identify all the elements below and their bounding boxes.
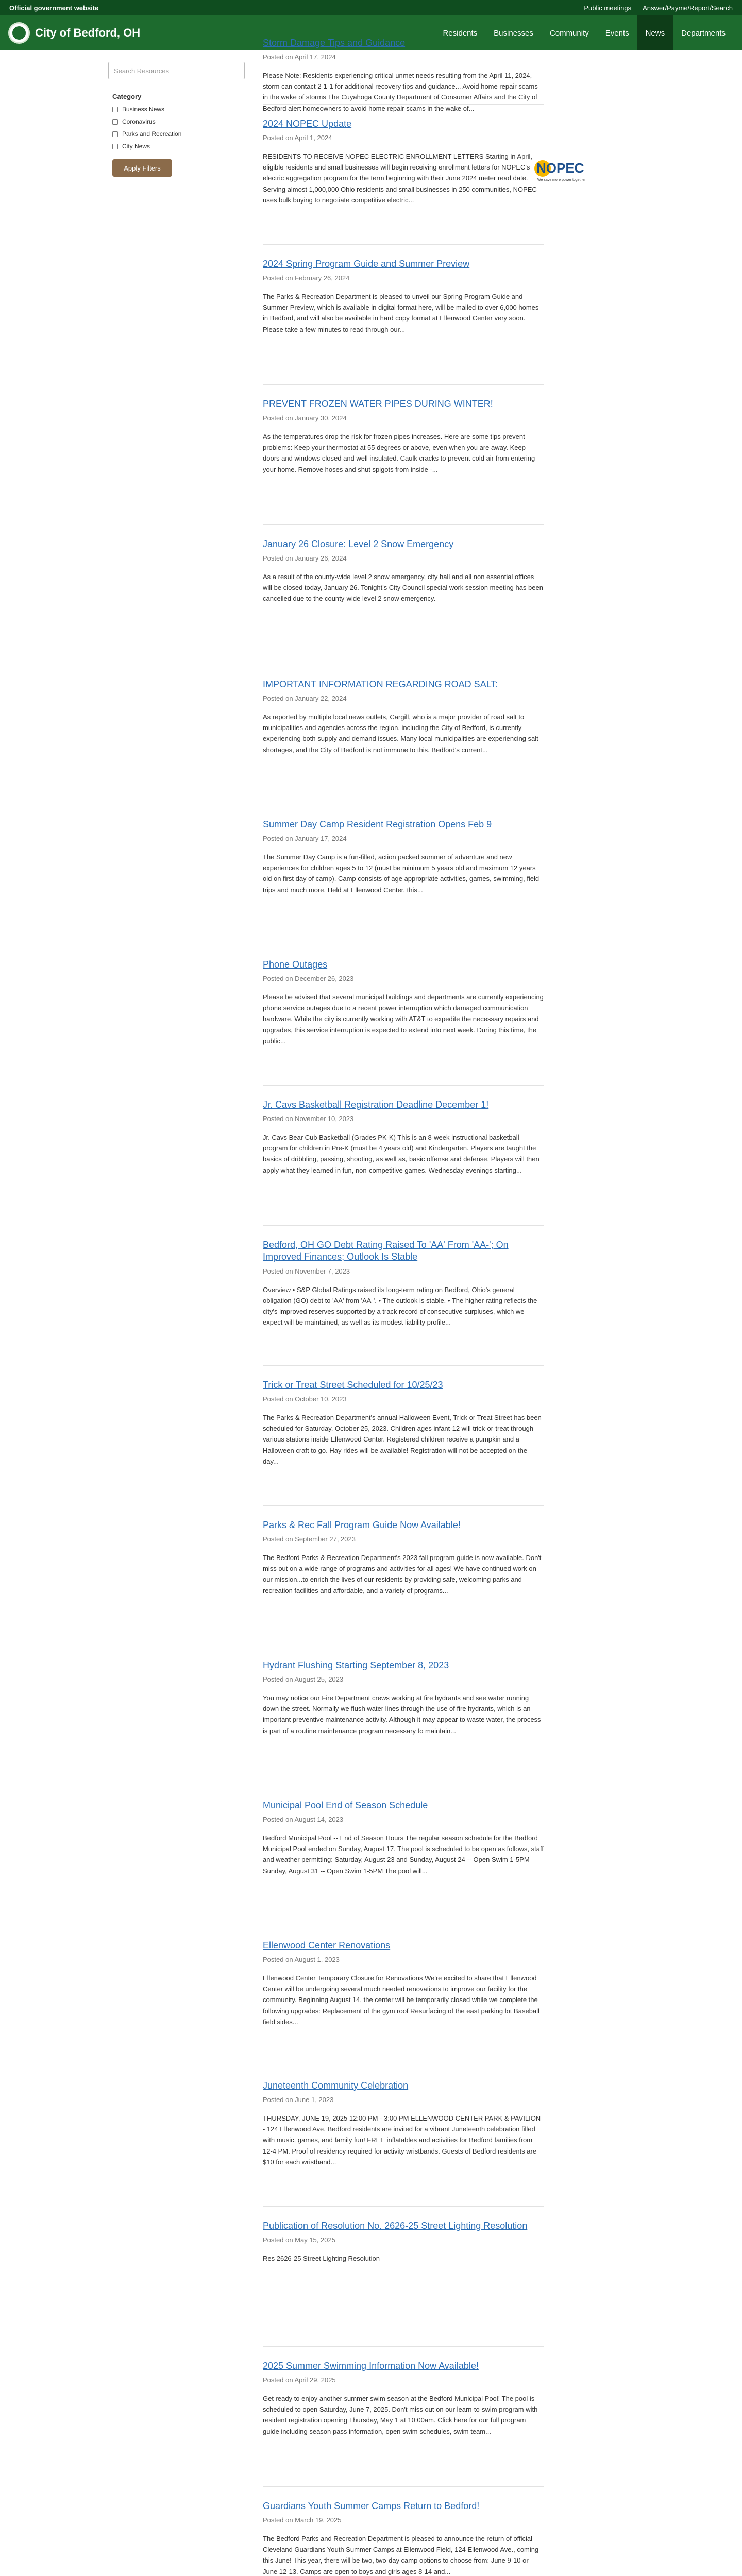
utility-links <box>584 4 733 12</box>
checkbox[interactable] <box>112 144 118 149</box>
news-item <box>263 1226 544 1366</box>
news-date: Posted on April 17, 2024 <box>263 53 336 61</box>
news-title-link[interactable]: Publication of Resolution No. 2626-25 Street Lighting Resolution <box>263 2221 528 2231</box>
news-item <box>263 525 544 665</box>
news-title-link[interactable]: 2024 Spring Program Guide and Summer Preview <box>263 259 470 269</box>
news-excerpt: Please Note: Residents experiencing critical unmet needs resulting from the April 11, 2024, storm can contact 2-1-1 for additional recovery tips and guidance... Avoid home repair scams in the wake of storms The Cuyahoga County Department of Consumer Affairs and the City of Bedford alert homeowners to avoid home repair scams in the wake of... <box>263 72 538 112</box>
news-date: Posted on December 26, 2023 <box>263 975 354 983</box>
checkbox[interactable] <box>112 119 118 125</box>
news-title-link[interactable]: IMPORTANT INFORMATION REGARDING ROAD SALT: <box>263 679 498 689</box>
news-date: Posted on November 7, 2023 <box>263 1267 350 1275</box>
news-date: Posted on August 1, 2023 <box>263 1956 340 1964</box>
news-item <box>263 37 544 112</box>
news-date: Posted on May 15, 2025 <box>263 2236 335 2244</box>
nopec-logo <box>531 151 591 194</box>
news-item <box>263 2487 544 2576</box>
news-excerpt: Bedford Municipal Pool -- End of Season Hours The regular season schedule for the Bedford Municipal Pool ended on Sunday, August 17. The pool is scheduled to be open as follows, staff and weather permitting: Saturday, August 23 and Sunday, August 24 -- Open Swim 1-5PM Sunday, August 31 -- Open Swim 1-5PM The pool will... <box>263 1834 544 1875</box>
news-date: Posted on February 26, 2024 <box>263 274 350 282</box>
news-title-link[interactable]: Hydrant Flushing Starting September 8, 2023 <box>263 1660 449 1670</box>
news-excerpt: Res 2626-25 Street Lighting Resolution <box>263 2255 380 2263</box>
news-title-link[interactable]: PREVENT FROZEN WATER PIPES DURING WINTER! <box>263 399 493 409</box>
category-title: Category <box>112 93 142 100</box>
news-title-link[interactable]: Bedford, OH GO Debt Rating Raised To 'AA' From 'AA-'; On Improved Finances; Outlook Is Stable <box>263 1240 509 1262</box>
news-excerpt: THURSDAY, JUNE 19, 2025 12:00 PM - 3:00 PM ELLENWOOD CENTER PARK & PAVILION - 124 Ellenwood Ave. Bedford residents are invited for a vibrant Juneteenth celebration filled with music, games, and family fun! FREE inflatables and activities for Bedford families from 12-4 PM. Proof of residency required for activity wristbands. Guests of Bedford residents are $10 for each wristband... <box>263 2114 541 2166</box>
official-government-link[interactable]: Official government website <box>9 4 99 12</box>
nav-businesses[interactable]: Businesses <box>494 28 533 38</box>
news-excerpt: Jr. Cavs Bear Cub Basketball (Grades PK-K) This is an 8-week instructional basketball program for children in Pre-K (must be 4 years old) and Kindergarten. Players are taught the basics of dribbling, passing, shooting, as well as, basic offense and defense. Players will then apply what they learned in fun, non-competitive games. Wednesday evenings starting... <box>263 1133 539 1174</box>
news-item <box>263 2066 544 2207</box>
news-item <box>263 245 544 385</box>
nav-community[interactable]: Community <box>549 28 589 38</box>
news-title-link[interactable]: Juneteenth Community Celebration <box>263 2080 409 2091</box>
category-business-news[interactable]: Business News <box>112 106 245 113</box>
news-excerpt: Get ready to enjoy another summer swim season at the Bedford Municipal Pool! The pool is scheduled to open Saturday, June 7, 2025. Don't miss out on our learn-to-swim program with resident registration opening Thursday, May 1 at 10:00am. Click here for our full program guide including season pass information, open swim schedules, swim team... <box>263 2395 538 2435</box>
news-excerpt: The Bedford Parks & Recreation Department's 2023 fall program guide is now available. Don't miss out on a wide range of programs and activities for all ages! We have continued work on our mission...to enrich the lives of our residents by providing safe, welcoming parks and recreation facilities and affordable, and a variety of programs... <box>263 1554 542 1595</box>
news-date: Posted on October 10, 2023 <box>263 1395 347 1403</box>
news-title-link[interactable]: Phone Outages <box>263 959 328 970</box>
category-parks-and-recreation[interactable]: Parks and Recreation <box>112 130 245 138</box>
apply-filters-button[interactable]: Apply Filters <box>112 159 172 177</box>
news-item <box>263 1786 544 1926</box>
content-area <box>0 38 742 2576</box>
news-item <box>263 945 544 1086</box>
news-date: Posted on January 26, 2024 <box>263 554 347 563</box>
svg-text:NOPEC: NOPEC <box>536 160 584 176</box>
news-excerpt: You may notice our Fire Department crews working at fire hydrants and see water running down the street. Normally we flush water lines through the use of fire hydrants, which is an important preventive maintenance activity. Although it may appear to waste water, the process is part of a routine maintenance program necessary to maintain... <box>263 1694 541 1735</box>
news-item <box>263 1506 544 1646</box>
nav-news[interactable]: News <box>637 15 673 50</box>
news-date: Posted on January 30, 2024 <box>263 414 347 422</box>
city-seal-logo <box>8 22 30 44</box>
news-title-link[interactable]: Jr. Cavs Basketball Registration Deadline December 1! <box>263 1099 489 1110</box>
news-item <box>263 665 544 805</box>
news-item <box>263 805 544 945</box>
news-date: Posted on June 1, 2023 <box>263 2096 334 2104</box>
news-item <box>263 1366 544 1506</box>
news-excerpt: As the temperatures drop the risk for frozen pipes increases. Here are some tips prevent problems: Keep your thermostat at 55 degrees or above, even when you are away. Keep doors and windows closed and well insulated. Caulk cracks to prevent cold air from entering your home. Remove hoses and shut spigots from inside -... <box>263 433 535 473</box>
nav-residents[interactable]: Residents <box>443 28 478 38</box>
nav-events[interactable]: Events <box>605 28 629 38</box>
news-item <box>263 105 586 245</box>
nav-departments[interactable]: Departments <box>681 28 726 38</box>
news-date: Posted on August 25, 2023 <box>263 1675 344 1684</box>
news-excerpt: As reported by multiple local news outlets, Cargill, who is a major provider of road salt to municipalities and agencies across the region, including the City of Bedford, is currently experiencing both supply and demand issues. Many local municipalities are experiencing salt shortages, and the City of Bedford is not immune to this. Bedford's current... <box>263 713 538 754</box>
news-excerpt: The Parks & Recreation Department is pleased to unveil our Spring Program Guide and Summer Preview, which is available in digital format here, will be mailed to over 6,000 homes in Bedford, and will also be available in hard copy format at Ellenwood Center very soon. Please take a few minutes to read through our... <box>263 293 539 333</box>
news-item <box>263 1926 544 2066</box>
filter-sidebar <box>108 50 245 2576</box>
utility-bar <box>0 0 742 15</box>
news-date: Posted on April 1, 2024 <box>263 134 332 142</box>
category-city-news[interactable]: City News <box>112 143 245 150</box>
news-date: Posted on March 19, 2025 <box>263 2516 342 2524</box>
news-date: Posted on September 27, 2023 <box>263 1535 356 1544</box>
brand[interactable] <box>8 22 140 44</box>
checkbox[interactable] <box>112 107 118 112</box>
news-excerpt: Ellenwood Center Temporary Closure for Renovations We're excited to share that Ellenwood Center will be undergoing several much needed renovations to improve our facility for the community. Beginning August 14, the center will be temporarily closed while we complete the following upgrades: Replacement of the gym roof Resurfacing of the east parking lot Baseball field sides... <box>263 1974 539 2026</box>
news-excerpt: RESIDENTS TO RECEIVE NOPEC ELECTRIC ENROLLMENT LETTERS Starting in April, eligible residents and small businesses will begin receiving enrollment letters for NOPEC's electric aggregation program for the term beginning with their June 2024 meter read date. Serving almost 1,000,000 Ohio residents and small businesses in 250 communities, NOPEC uses bulk buying to negotiate competitive electric... <box>263 152 537 204</box>
news-excerpt: The Bedford Parks and Recreation Department is pleased to announce the return of official Cleveland Guardians Youth Summer Camps at Ellenwood Field, 124 Ellenwood Ave., coming this June! This year, there will be two, two-day camp options to choose from: June 9-10 or June 12-13. Camps are open to boys and girls ages 8-14 and... <box>263 2535 539 2575</box>
news-title-link[interactable]: January 26 Closure: Level 2 Snow Emergency <box>263 539 454 549</box>
news-title-link[interactable]: Parks & Rec Fall Program Guide Now Available! <box>263 1520 461 1530</box>
news-title-link[interactable]: Municipal Pool End of Season Schedule <box>263 1800 428 1810</box>
news-date: Posted on April 29, 2025 <box>263 2376 336 2384</box>
news-item <box>263 2207 544 2347</box>
news-excerpt: The Parks & Recreation Department's annual Halloween Event, Trick or Treat Street has been scheduled for Saturday, October 25, 2023. Children ages infant-12 will trick-or-treat through various stations inside Ellenwood Center. Registered children receive a pumpkin and a Halloween craft to go. Hay rides will be available! Registration will not be accepted on the day... <box>263 1414 542 1465</box>
news-title-link[interactable]: Storm Damage Tips and Guidance <box>263 38 406 48</box>
news-list <box>263 38 586 2576</box>
svg-text:We save more power together: We save more power together <box>537 178 586 182</box>
news-title-link[interactable]: Trick or Treat Street Scheduled for 10/25/23 <box>263 1380 443 1390</box>
news-excerpt: As a result of the county-wide level 2 snow emergency, city hall and all non essential offices will be closed today, January 26. Tonight's City Council special work session meeting has been cancelled due to the county-wide level 2 snow emergency. <box>263 573 543 603</box>
news-title-link[interactable]: Summer Day Camp Resident Registration Opens Feb 9 <box>263 819 492 829</box>
news-excerpt: Please be advised that several municipal buildings and departments are currently experiencing phone service outages due to a recent power interruption which damaged communication hardware. While the city is currently working with AT&T to expedite the necessary repairs and upgrades, this service interruption is expected to extend into next week. During this time, the public... <box>263 993 544 1045</box>
news-item <box>263 385 544 525</box>
news-date: Posted on August 14, 2023 <box>263 1816 344 1824</box>
news-title-link[interactable]: Guardians Youth Summer Camps Return to Bedford! <box>263 2501 480 2511</box>
news-date: Posted on January 17, 2024 <box>263 835 347 843</box>
category-coronavirus[interactable]: Coronavirus <box>112 118 245 125</box>
news-title-link[interactable]: Ellenwood Center Renovations <box>263 1940 391 1951</box>
checkbox[interactable] <box>112 131 118 137</box>
news-title-link[interactable]: 2024 NOPEC Update <box>263 118 352 129</box>
public-meetings-link[interactable]: Public meetings <box>584 4 632 12</box>
news-excerpt: The Summer Day Camp is a fun-filled, action packed summer of adventure and new experiences for children ages 5 to 12 (must be minimum 5 years old and maximum 12 years old on first day of camp). Camp consists of age appropriate activities, games, swimming, field trips and much more. Held at Ellenwood Center, this... <box>263 853 539 894</box>
city-name[interactable]: City of Bedford, OH <box>35 26 141 39</box>
search-resources-input[interactable]: Search Resources <box>108 62 245 79</box>
answer-pay-report-search-link[interactable]: Answer/Payme/Report/Search <box>643 4 733 12</box>
news-title-link[interactable]: 2025 Summer Swimming Information Now Available! <box>263 2361 479 2371</box>
news-item <box>263 1086 544 1226</box>
news-item <box>263 1646 544 1786</box>
news-date: Posted on November 10, 2023 <box>263 1115 354 1123</box>
news-date: Posted on January 22, 2024 <box>263 694 347 703</box>
news-excerpt: Overview • S&P Global Ratings raised its long-term rating on Bedford, Ohio's general obligation (GO) debt to 'AA' from 'AA-'. • The outlook is stable. • The higher rating reflects the city's improved reserves supported by a track record of consecutive surpluses, which we expect will be maintained, as well as its modest liability profile... <box>263 1285 537 1326</box>
news-item <box>263 2347 544 2487</box>
